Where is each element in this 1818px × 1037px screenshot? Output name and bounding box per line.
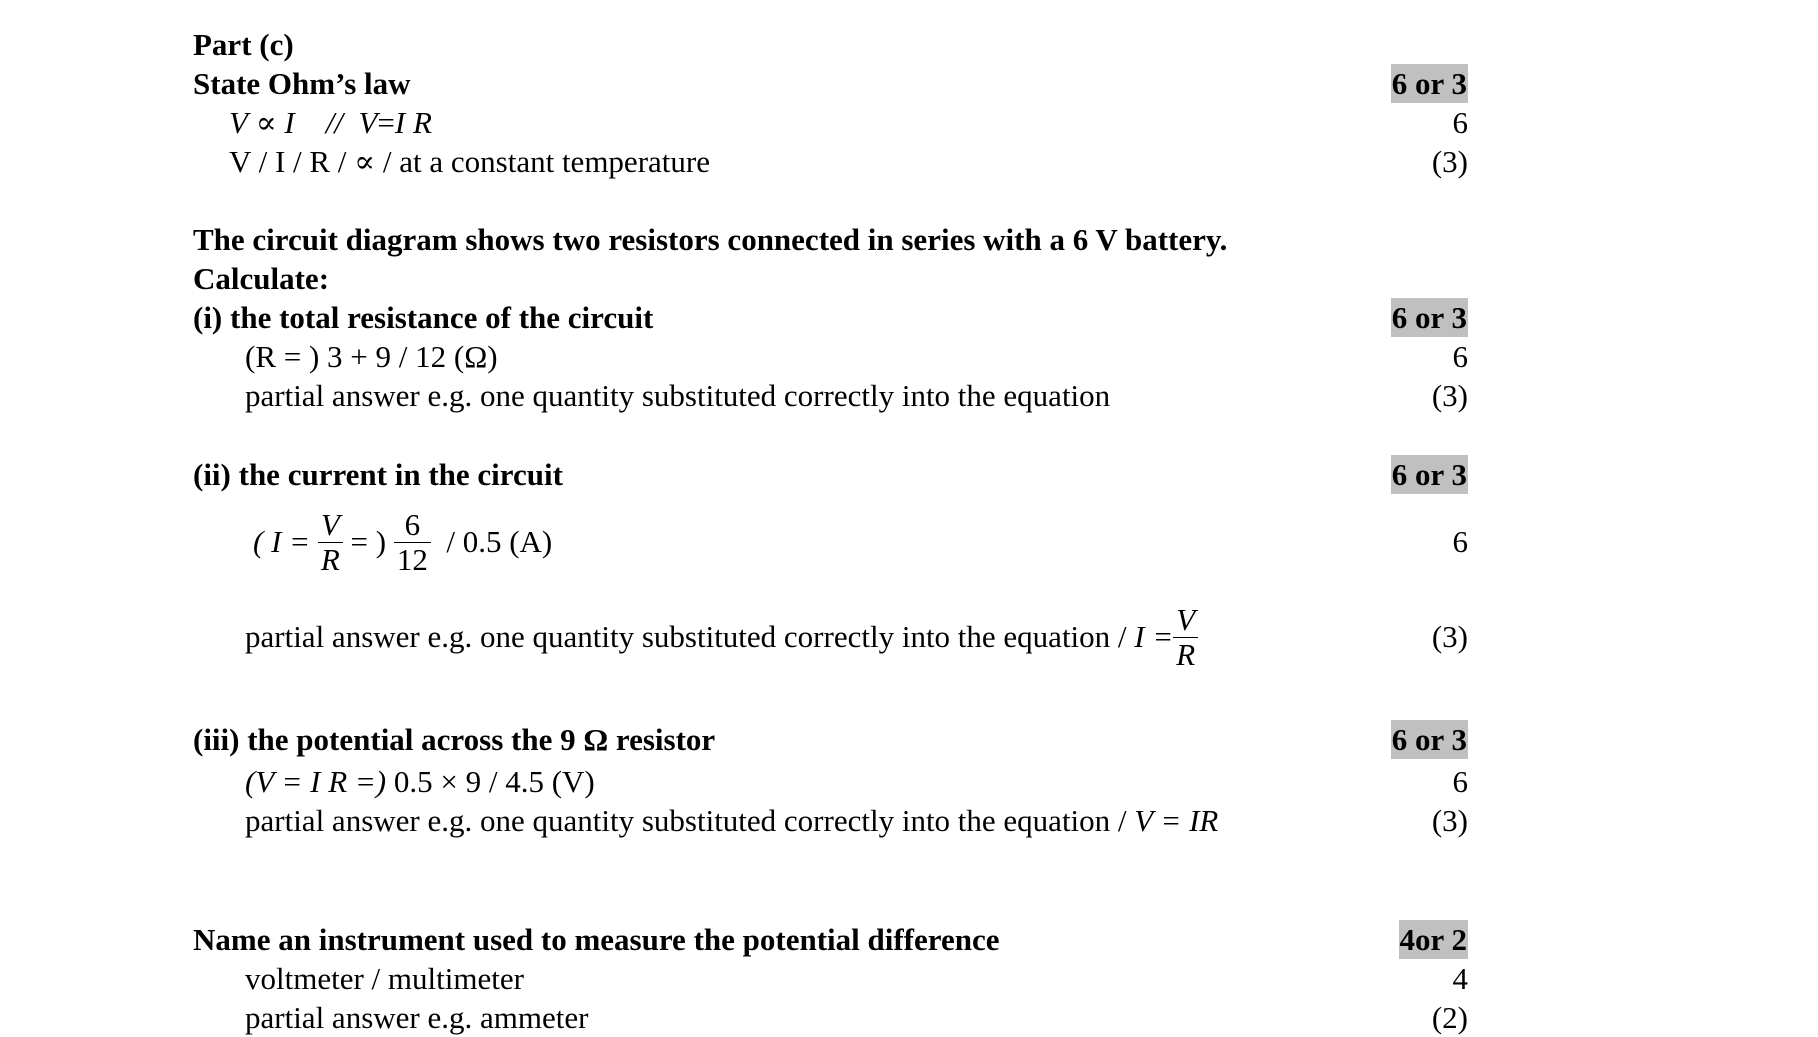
qiii-question: (iii) the potential across the 9 Ω resistor (193, 722, 716, 757)
qii-partial-mark: (3) (1431, 619, 1468, 654)
ohm-question-row (193, 64, 1468, 103)
instrument-question: Name an instrument used to measure the potential difference (193, 922, 1000, 957)
qiii-question-row (193, 720, 1468, 759)
instrument-question-row (193, 920, 1468, 959)
answer-prefix: ( I = (253, 524, 311, 559)
ohm-partial-mark: (3) (1431, 144, 1468, 179)
qi-question-row (193, 298, 1468, 337)
answer-formula: (V = I R =) (245, 764, 387, 799)
partial-eq: V = IR (1134, 803, 1219, 838)
var-ir: I R (394, 105, 432, 140)
qii-question: (ii) the current in the circuit (193, 457, 563, 492)
instrument-answer-row (193, 959, 1468, 998)
qi-partial-mark: (3) (1431, 378, 1468, 413)
ohm-answer-row (193, 103, 1468, 142)
part-title: Part (c) (193, 27, 294, 62)
partial-eq-lhs: I = (1134, 619, 1174, 654)
ohm-mark-header: 6 or 3 (1391, 66, 1467, 101)
part-title-row (193, 25, 1468, 64)
circuit-intro: The circuit diagram shows two resistors connected in series with a 6 V battery. (193, 222, 1228, 257)
ohm-partial-row (193, 142, 1468, 181)
answer-mid: = ) (350, 524, 387, 559)
instrument-answer-mark: 4 (1452, 961, 1468, 996)
fraction-v-over-r: $\frac{V}{R}$ (1173, 603, 1198, 672)
ohm-partial: V / I / R / ∝ / at a constant temperature (229, 144, 710, 179)
qiii-partial-text: partial answer e.g. one quantity substituted correctly into the equation / (245, 803, 1127, 838)
proportional-symbol: ∝ (255, 105, 277, 140)
qiii-partial (245, 801, 1218, 840)
circuit-intro-row (193, 220, 1468, 259)
answer-suffix: / 0.5 (A) (446, 524, 553, 559)
fraction-v-over-r: $\frac{V}{R}$ (318, 508, 343, 577)
instrument-partial-row (193, 998, 1468, 1037)
qi-answer-mark: 6 (1452, 339, 1468, 374)
instrument-answer: voltmeter / multimeter (245, 961, 524, 996)
answer-value: 0.5 × 9 / 4.5 (V) (386, 764, 595, 799)
qiii-answer (245, 762, 595, 801)
equals: = (377, 105, 395, 140)
qii-question-row (193, 455, 1468, 494)
qi-answer: (R = ) 3 + 9 / 12 (Ω) (245, 339, 498, 374)
calculate-label: Calculate: (193, 261, 330, 296)
instrument-partial-mark: (2) (1431, 1000, 1468, 1035)
qiii-mark-header: 6 or 3 (1391, 722, 1467, 757)
qiii-partial-mark: (3) (1431, 803, 1468, 838)
qii-partial-text: partial answer e.g. one quantity substituted correctly into the equation / (245, 619, 1127, 654)
qii-answer-mark: 6 (1452, 524, 1468, 559)
qiii-partial-row (193, 801, 1468, 840)
qi-mark-header: 6 or 3 (1391, 300, 1467, 335)
qii-mark-header: 6 or 3 (1391, 457, 1467, 492)
qii-partial (245, 595, 1198, 679)
ohm-answer-mark: 6 (1452, 105, 1468, 140)
fraction-6-over-12: $\frac{6}{12}$ (394, 508, 431, 577)
qii-partial-row (193, 595, 1468, 679)
var-i: I (284, 105, 295, 140)
qi-question: (i) the total resistance of the circuit (193, 300, 654, 335)
qii-answer-row (193, 500, 1468, 584)
qiii-answer-row (193, 762, 1468, 801)
qii-answer (253, 500, 552, 584)
ohm-question: State Ohm’s law (193, 66, 411, 101)
instrument-mark-header: 4or 2 (1399, 922, 1467, 957)
calculate-row (193, 259, 1468, 298)
separator: // (325, 105, 343, 140)
ohm-answer-formula (229, 103, 432, 142)
instrument-partial: partial answer e.g. ammeter (245, 1000, 589, 1035)
qi-partial: partial answer e.g. one quantity substituted correctly into the equation (245, 378, 1111, 413)
qiii-answer-mark: 6 (1452, 764, 1468, 799)
var-v: V (229, 105, 248, 140)
var-v: V (358, 105, 378, 140)
qi-answer-row (193, 337, 1468, 376)
qi-partial-row (193, 376, 1468, 415)
